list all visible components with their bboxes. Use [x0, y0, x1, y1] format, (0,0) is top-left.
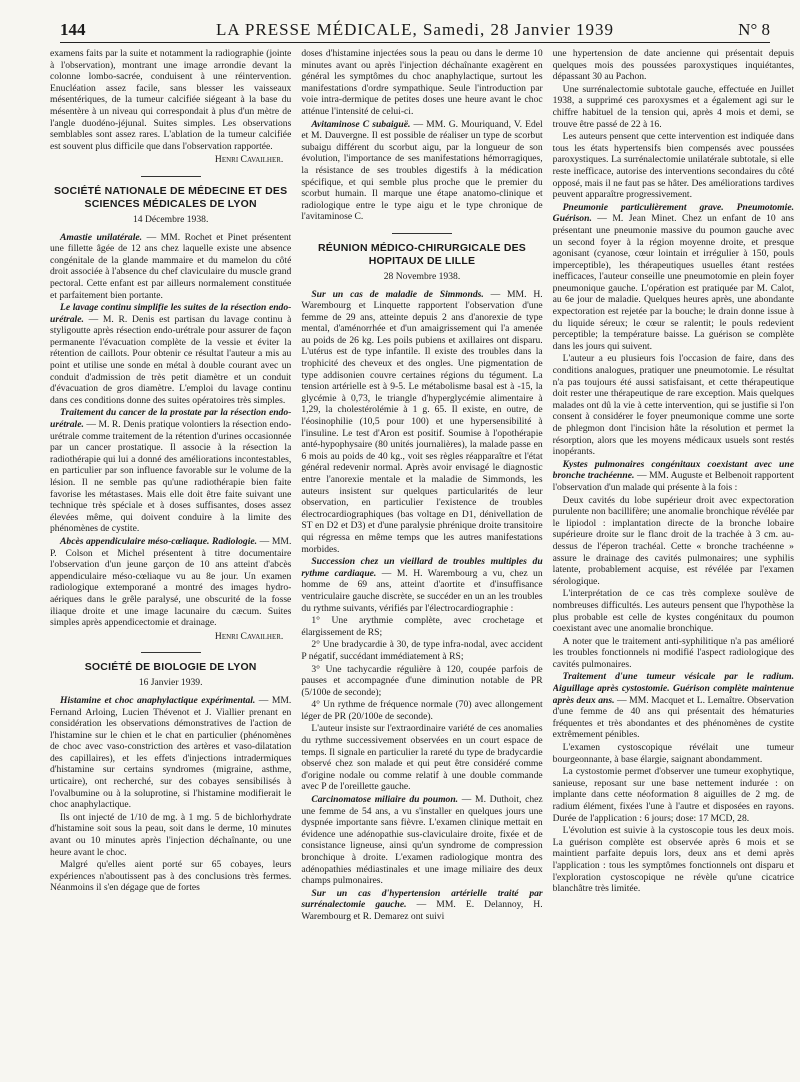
paragraph: Une surrénalectomie subtotale gauche, effectuée en Juillet 1938, a supprimé ces paroxysmes et a également agi sur le chiffre habituel de la tension qui, après 4 mois et demi, se trouve être passé de 22 à 16. [552, 83, 794, 130]
article [301, 119, 542, 223]
paragraph: La cystostomie permet d'observer une tumeur exophytique, sanieuse, reposant sur une base nettement indurée : on implante dans cette néoformation 8 aiguilles de 2 mg. de radium élément, fixées l'une à l'autre et disposées en rayons. Durée de l'application : 6 jours; dose: 17 MCD, 28. [552, 766, 794, 824]
article-body: — MM. Rochet et Pinet présentent une fillette âgée de 12 ans chez laquelle existe une absence congénitale de la glande mammaire et du mamelon du côté droit associée à l'absence du chef claviculaire du muscle grand pectoral. Cette enfant est par ailleurs normalement constituée et parfaitement bien portante. [50, 231, 292, 301]
paragraph: L'examen cystoscopique révélait une tumeur bourgeonnante, à base élargie, saignant abondamment. [552, 742, 794, 765]
article-body: — MM. G. Mouriquand, V. Edel et M. Dauvergne. Il est possible de réaliser un type de scorbut subaigu différent du scorbut aigu, par la longueur de son évolution, l'importance de ses manifestations hémorragiques, la résistance de ses troubles digestifs à la médication spécifique, et qui semble plus proche que le premier du scorbut humain. Il marque une étape anatomo-clinique et radiologique entre le type aigu et le type chronique de l'avitaminose C. [301, 118, 543, 223]
issue-number: N° 8 [738, 20, 770, 39]
article [50, 302, 291, 406]
article [301, 289, 542, 556]
list-item: 4° Un rythme de fréquence normale (70) avec allongement léger de PR (20/100e de seconde). [301, 699, 543, 722]
article-body: — M. R. Denis pratique volontiers la résection endo-urétrale comme traitement de la rétention d'urines occasionnée par un cancer prostatique. Il associe à la résection la radiothérapie qui lui a donné des améliorations incontestables, en particulier par son influence favorable sur le volume de la lésion. Il ne semble pas qu'une radiothérapie bien faite favorise les métastases. Mais elle doit être faite suivant une technique très spéciale et à doses suffisantes, doses assez élevées même, qui doivent conduire à la limite des phénomènes de cystite. [50, 419, 292, 535]
article [553, 671, 794, 741]
section-divider [141, 176, 201, 177]
paragraph: Malgré qu'elles aient porté sur 65 cobayes, leurs expériences n'aboutissent pas à des conclusions très fermes. Néanmoins il s'en dégage que de fortes [50, 859, 292, 894]
column-2 [301, 48, 542, 1072]
article-title: Histamine et choc anaphylactique expérimental. [60, 694, 256, 706]
article-title: Traitement du cancer de la prostate par la résection endo-urétrale. [50, 407, 292, 431]
list-item: 1° Une arythmie complète, avec crochetage et élargissement de RS; [301, 615, 543, 638]
section-divider [392, 233, 452, 234]
page-header [60, 20, 770, 43]
session-date: 28 Novembre 1938. [383, 270, 461, 282]
society-heading: SOCIÉTÉ DE BIOLOGIE DE LYON [84, 661, 257, 674]
paragraph: L'évolution est suivie à la cystoscopie tous les deux mois. La guérison complète est observée après 6 mois et se maintient parfaite depuis lors, deux ans et demi après l'application : tous les symptômes fonctionnels ont disparu et l'exploration cystoscopique ne révèle qu'une cicatrice blanchâtre très limitée. [552, 825, 794, 895]
paragraph: une hypertension de date ancienne qui présentait depuis quelques mois des poussées paroxystiques inquiétantes, dépassant 30 au Pachon. [552, 48, 794, 83]
article-title: Sur un cas d'hypertension artérielle traité par surrénalectomie gauche. [301, 887, 543, 911]
article [50, 232, 291, 302]
author-signature: Henri Cavailher. [214, 630, 284, 642]
article-title: Carcinomatose miliaire du poumon. [311, 794, 459, 806]
article-title: Sur un cas de maladie de Simmonds. [311, 288, 484, 300]
article-body: — MM. Fernand Arloing, Lucien Thévenot et J. Viallier prenant en considération les observations démonstratives de l'action de l'histamine sur le chien et le chat en particulier (phénomènes de choc avec vaso-constriction des artères et vaso-dilatation des capillaires), et les effets d'injections intradermiques d'histamine sur certains syndromes (migraine, asthme, urticaire), ont recherché, sur des cobayes sensibilisés à l'ovalbumine ou à la soluprotine, si l'histamine modifierait le choc anaphylactique. [50, 694, 292, 811]
paragraph: Les auteurs pensent que cette intervention est indiquée dans tous les états hypertensifs bien compensés avec poussées paroxystiques. La surrénalectomie unilatérale subtotale, si elle reste inefficace, autorise des interventions secondaires du côté opposé, mais il ne faut pas se hâter. Des améliorations tardives peuvent apparaître progressivement. [552, 131, 794, 201]
paragraph: examens faits par la suite et notamment la radiographie (jointe à l'observation), montrant une image arrondie devant la colonne lombo-sacrée, conduisent à une réintervention. Enucléation assez facile, sans blesser les vaisseaux mésentériques, de la tumeur calcifiée siégeant à la base du mésentère à un niveau qui correspondait à plus d'un mètre de l'angle duodéno-jéjunal. Suites simples. Les observations semblables sont assez rares. L'ablation de la tumeur calcifiée est souvent plus difficile que dans l'observation rapportée. [50, 48, 292, 152]
article-title: Succession chez un vieillard de troubles multiples du rythme cardiaque. [301, 556, 543, 579]
article-body: — M. H. Warembourg a vu, chez un homme de 69 ans, atteint d'aortite et d'insuffisance ventriculaire gauche discrète, se succéder en un an les troubles du rythme suivants, vérifiés par l'électrocardiographie : [301, 567, 543, 614]
paragraph: A noter que le traitement anti-syphilitique n'a pas amélioré les troubles fonctionnels ni modifié l'aspect radiologique des cavités pulmonaires. [552, 635, 794, 670]
column-1 [50, 48, 291, 1072]
article-title: Pneumonie particulièrement grave. Pneumotomie. Guérison. [552, 201, 794, 225]
section-divider [141, 652, 201, 653]
article [50, 536, 291, 629]
article-title: Avitaminose C subaiguë. [311, 118, 411, 130]
article [50, 695, 291, 811]
page-number: 144 [60, 20, 86, 39]
article [301, 794, 542, 887]
article-body: — MM. Auguste et Belbenoit rapportent l'observation d'un malade qui présente à la fois : [552, 470, 794, 493]
paragraph: L'auteur insiste sur l'extraordinaire variété de ces anomalies du rythme successivement observées en un court espace de temps. Il signale en particulier la rareté du type de bradycardie observé chez son malade et qui peut être considéré comme d'origine nodale ou comme relatif à une double commande avec P de l'oreillette gauche. [301, 723, 543, 793]
article-body: — MM. P. Colson et Michel présentent à titre documentaire l'observation d'un jeune garçon de 10 ans atteint d'abcès appendiculaire méso-cœliaque vu au 8e jour. Un examen radiologique extemporané a montré des images hydro-aériques dans le grêle paralysé, une obscurité de la fosse iliaque droite et une image lacunaire du cæcum. Suites simples après appendicectomie et drainage. [50, 535, 292, 629]
article-body: — M. Jean Minet. Chez un enfant de 10 ans présentant une pneumonie massive du poumon gauche avec un second foyer à la région moyenne droite, et presque agonisant (cyanose, cœur lointain et irrégulier à 150, pouls imperceptible), les thérapeutiques usuelles étant restées inefficaces, l'auteur conseille une pneumotomie en plein foyer pneumonique gauche. L'opération est pratiquée par M. Calot, au 6e jour de maladie. Quelques heures après, une abondante expectoration est rejetée par la bouche; le drain donne issue à du liquide séreux; le cœur se ralentit; le pouls redevient perceptible; la température baisse. La guérison se complète dans les jours qui suivent. [552, 213, 794, 352]
paragraph: L'interprétation de ce cas très complexe soulève de nombreuses difficultés. Les auteurs pensent que l'hypothèse la plus probable est celle de kystes congénitaux du poumon coexistant avec une anomalie bronchique. [552, 588, 794, 635]
text-columns [50, 48, 794, 1072]
list-item: 2° Une bradycardie à 30, de type infra-nodal, avec accident P négatif, succédant immédiatement à RS; [301, 639, 543, 662]
paragraph: L'auteur a eu plusieurs fois l'occasion de faire, dans des conditions analogues, pratiquer une pneumotomie. Le résultat n'a pas toujours été aussi satisfaisant, et cette thérapeutique doit rester une thérapeutique de rare exception. Mais quelques malades ont dû la vie à cette intervention, qui se justifie si l'on consent à considérer le foyer pneumonique comme une sorte de phlegmon dont l'incision hâte la résolution et permet la résorption, alors que les moyens médicaux usuels sont restés inopérants. [552, 353, 794, 458]
article [553, 459, 794, 494]
society-heading: SOCIÉTÉ NATIONALE DE MÉDECINE ET DES SCIENCES MÉDICALES DE LYON [53, 184, 288, 210]
session-date: 14 Décembre 1938. [132, 213, 209, 225]
article [301, 888, 542, 923]
article [553, 202, 794, 353]
article [50, 407, 291, 535]
column-3 [553, 48, 794, 1072]
journal-title: LA PRESSE MÉDICALE, Samedi, 28 Janvier 1939 [215, 20, 615, 39]
article-title: Kystes pulmonaires congénitaux coexistant avec une bronche trachéenne. [552, 458, 794, 482]
paragraph: Ils ont injecté de 1/10 de mg. à 1 mg. 5 de bichlorhydrate d'histamine soit sous la peau, soit dans le derme, 10 minutes avant ou 10 minutes après l'injection déchaînante, ou une heure avant le choc. [50, 811, 292, 858]
article-body: — MM. H. Warembourg et Linquette rapportent l'observation d'une femme de 29 ans, atteinte depuis 2 ans d'anorexie de type mental, d'aménorrhée et d'un amaigrissement qui l'a amenée au poids de 26 kg. Les poils pubiens et axillaires ont disparu. L'utérus est de type infantile. Il existe des troubles dans la trophicité des cheveux et des ongles. Une pigmentation de type addisonien couvre certaines régions du tégument. La tension artérielle est à 9-5. Le métabolisme basal est à -15, la glycémie à 0,73, le triangle d'hyperglycémie alimentaire à 1,29, la cholestérolémie à 1 g. 65. Il existe, en outre, de l'éosinophilie (10,5 pour 100) et une hypersensibilité à l'insuline. Le test d'Aron est positif. Soumise à l'opothérapie anté-hypophysaire (80 unités journalières), la malade passe en 6 mois au poids de 40 kg., voit ses règles réapparaître et l'état général redevenir normal. Après avoir envisagé le diagnostic entre l'anorexie mentale et la maladie de Simmonds, les auteurs insistent sur quelques particularités de leur observation, en particulier l'existence de troubles électrocardiographiques (bas voltage en D1, dénivellation de ST en D2 et D3) et d'une paralysie phrénique droite transitoire qui régressa en même temps que les autres manifestations morbides. [301, 288, 543, 555]
article-body: — MM. E. Delannoy, H. Warembourg et R. Demarez ont suivi [301, 899, 543, 922]
paragraph: Deux cavités du lobe supérieur droit avec expectoration purulente non bacillifère; une anomalie bronchique révélée par le lipiodol : implantation directe de la bronche lobaire supérieure droite sur le flanc droit de la trachée à 3 cm. au-dessus de l'éperon trachéal. Cette « bronche trachéenne » assure le drainage des cavités pulmonaires; une syphilis latente, probablement acquise, est révélée par l'examen sérologique. [552, 494, 794, 587]
list-item: 3° Une tachycardie régulière à 120, coupée parfois de pauses et accompagnée d'une diminution notable de PR (5/100e de seconde); [301, 663, 543, 698]
article-body: — M. R. Denis est partisan du lavage continu à styligoutte après résection endo-urétrale pour assurer de façon permanente l'évacuation complète de la vessie et éviter la rétention de caillots. Pour obtenir ce résultat l'auteur a mis au point et utilise une sonde en métal à double courant avec un conduit d'admission de très petit diamètre et un conduit d'évacuation de gros diamètre. L'emploi du lavage continu dans ces conditions donne des suites opératoires très simples. [50, 313, 292, 406]
society-heading: RÉUNION MÉDICO-CHIRURGICALE DES HOPITAUX DE LILLE [317, 241, 527, 267]
article [301, 556, 542, 614]
paragraph: doses d'histamine injectées sous la peau ou dans le derme 10 minutes avant ou après l'injection déchaînante exagèrent en général les symptômes du choc anaphylactique, surtout les manifestations d'ordre sympathique. Seule l'introduction par voie intra-dermique de petites doses une heure avant le choc atténue l'intensité de celui-ci. [301, 48, 543, 117]
article-body: — MM. Macquet et L. Lemaître. Observation d'une femme de 40 ans qui présentait des hématuries fréquentes et très abondantes et des phénomènes de cystite extrêmement pénibles. [552, 694, 794, 741]
article-title: Traitement d'une tumeur vésicale par le radium. Aiguillage après cystostomie. Guérison complète maintenue après deux ans. [552, 671, 794, 706]
article-title: Abcès appendiculaire méso-cœliaque. Radiologie. [60, 535, 258, 547]
article-title: Amastie unilatérale. [60, 231, 143, 243]
article-body: — M. Duthoit, chez une femme de 54 ans, a vu s'installer en quelques jours une dyspnée importante sans fièvre. L'examen clinique mettait en évidence une adénopathie sus-claviculaire droite, fixée et de consistance ligneuse, ainsi qu'un syndrome de compression bronchique à droite. L'examen radiologique montra des adénopathies médiastinales et une image miliaire des deux champs pulmonaires. [301, 794, 543, 887]
session-date: 16 Janvier 1939. [138, 677, 203, 689]
article-title: Le lavage continu simplifie les suites de la résection endo-urétrale. [50, 302, 292, 325]
author-signature: Henri Cavailher. [214, 154, 284, 166]
